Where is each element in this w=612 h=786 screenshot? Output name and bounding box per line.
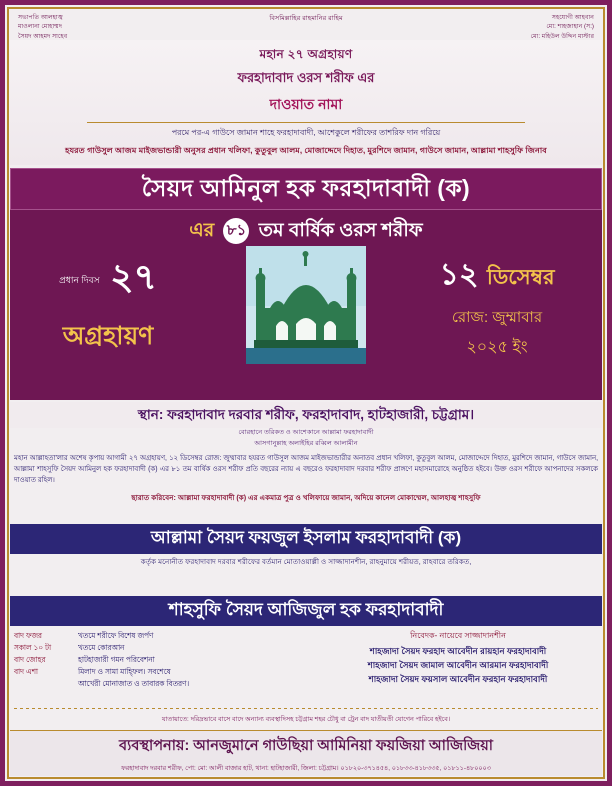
header-line-2: ফরহাদাবাদ ওরস শরীফ এর <box>237 70 375 85</box>
primary-day-number: ২৭ <box>110 256 157 297</box>
schedule-time: সকাল ১০ টা <box>14 643 52 653</box>
weekday-label: রোজ: জুম্মাবার <box>451 309 543 326</box>
gregorian-date-line <box>402 250 592 301</box>
hosts-title: নিবেদক- নায়েবে সাজ্জাদানশীন <box>410 631 506 640</box>
contact-line: ফরহাদাবাদ দরবার শরীফ, পো: মো: আলী বাজার হাট, থানা: হাটহাজারী, জিলা: চট্টগ্রাম। ০১৮২০-৩৭১৪৫৪, ০১৮৩৩-৪১৮৩৩৫, ০১৮১১-৪৮০০০৩ <box>121 765 491 772</box>
header-line-1: মহান ২৭ অগ্রহায়ণ <box>259 47 353 61</box>
hosts-list <box>318 630 598 712</box>
header-divider <box>87 122 525 123</box>
urs-prefix: এর <box>189 220 215 241</box>
details-columns <box>14 630 598 712</box>
schedule-activity: খতমে শরীফে বিশেষ জর্পণ <box>78 631 154 640</box>
mosque-illustration <box>246 246 366 364</box>
schedule-activity: হাটহাজারী গমন পরিবেশনা <box>78 655 155 665</box>
top-right-line-1: সহযোগী আহবান <box>551 14 594 21</box>
schedule-row <box>14 630 289 642</box>
header-invitation-title: দাওয়াত নামা <box>269 96 343 112</box>
notice-divider <box>14 708 598 709</box>
schedule-time: বাদ ফজর <box>14 631 42 640</box>
schedule-time: বাদ জোহর <box>14 655 46 665</box>
urs-suffix: তম বার্ষিক ওরস শরীফ <box>258 220 423 241</box>
current-custodian-band: শাহসুফি সৈয়দ আজিজুল হক ফরহাদাবাদী <box>10 596 602 626</box>
host-name: শাহজাদা সৈয়দ ফরহাদ আবেদীন রায়হান ফরহাদাবাদী <box>369 646 547 656</box>
saint-name-band: সৈয়দ আমিনুল হক ফরহাদাবাদী (ক) <box>10 168 602 210</box>
body-footer-line: ছারাত করিবেন: আল্লামা ফরহাদাবাদী (ক) এর একমাত্র পুত্র ও খলিফায়ে জামান, অদিয়ে কানেল মোকাম্মেল, আলহাজ্ব শাহসুফি <box>131 492 481 502</box>
schedule-row <box>14 642 289 654</box>
primary-day-block <box>18 250 198 359</box>
footer-block <box>10 730 602 776</box>
header-block <box>10 40 602 165</box>
schedule-row <box>14 678 289 690</box>
schedule-activity: খতমে কোরআন <box>78 643 125 653</box>
top-right-line-2: মো: শাহজাহান (স:) <box>546 23 594 31</box>
top-left-line-3: সৈয়দ আহমদ সাহেব <box>18 32 68 40</box>
schedule-list <box>14 630 289 712</box>
year-label: ২০২৫ ইং <box>466 339 528 356</box>
header-subtitle-2: হযরত গাউসুল আজম মাইজভান্ডারী অনুসর প্রধান খলিফা, কুতুবুল আলম, মোজাদ্দেদে দিহাত, মুরশিদে জামান, গাউসে জামান, আল্লামা শাহসুফি জিনাব <box>65 146 547 155</box>
bismillah-line: বিসমিল্লাহির রাহমানির রাহিম <box>269 15 343 22</box>
schedule-row <box>14 666 289 678</box>
body-block <box>14 428 598 520</box>
schedule-activity: আখেরী মোনাজাত ও তাবারক বিতরণ। <box>78 679 190 689</box>
schedule-activity: মিলাদ ও সামা মাহ্ফিল। সবশেষে <box>78 667 171 677</box>
primary-day-month: অগ্রহায়ণ <box>62 322 154 350</box>
body-paragraph: মহান আল্লাহতা'লার অশেষ কৃপায় আগামী ২৭ অগ্রহায়ণ, ১২ ডিসেম্বর রোজ: জুম্মাবার হযরত গাউসুল আজম মাইজভান্ডারীর অনাতব প্রধান খলিফা, কুতুবুল আলম, মোজাদ্দেদে দিহাত, মুরশিদে জামান, গাউসে জামান, আল্লামা শাহসুফি সৈয়দ আমিনুল হক ফরহাদাবাদী (ক) এর ৮১ তম বার্ষিক ওরস শরীফ প্রতি বছরের ন্যায় এ বছরেও ফরহাদাবাদ দরবার শরীফ প্রাঙ্গণে মহাসমারোহে অনুষ্ঠিত হইবে। উক্ত ওরস শরীফে আপনাদের সকলকে দাওয়াত রহিল। <box>14 455 598 485</box>
gregorian-date-block <box>402 250 592 361</box>
host-name: শাহজাদা সৈয়দ ফয়সাল আবেদীন ফরহান ফরহাদাবাদী <box>368 673 548 684</box>
urs-headline <box>10 216 602 248</box>
body-line-2: আসগানুল্লাহ অলাইহির রব্বিল আলামীন <box>254 439 358 447</box>
venue-line: স্থান: ফরহাদাবাদ দরবার শরীফ, ফরহাদাবাদ, হাটহাজারী, চট্টগ্রাম। <box>10 402 602 428</box>
top-right-line-3: মো: মহিউল উদ্দিন মাস্টার <box>530 32 594 40</box>
primary-day-label: প্রধান দিবস <box>59 274 100 285</box>
schedule-time: বাদ এশা <box>14 667 39 677</box>
travel-notice: যাতায়াতে: দরিদ্রভাবে বাসে বাদে অন্যান্য ব্যবস্থাদিসহ চট্টগ্রাম শহর চৌধু বা ট্রেন বাদ যাতীয়তী যোগেন পারিবে হইবে। <box>161 716 451 723</box>
top-left-line-1: সভাপতি আলহাজ্ব <box>18 14 63 21</box>
schedule-time <box>14 678 78 690</box>
successor-name-band: আল্লামা সৈয়দ ফয়জুল ইসলাম ফরহাদাবাদী (ক) <box>10 524 602 554</box>
body-line-1: বোরহানে তরিকত ও আশেকানে আল্লামা ফরহাদাবাদী <box>238 429 374 436</box>
header-subtitle-1: পরমে পর-এ গাউসে জামান শাহে ফরহাদাবাদী, আশেকুলে শরীফের তাশরিফ দান গরিয়ে <box>171 128 441 137</box>
urs-edition-badge: ৮১ <box>223 218 249 244</box>
top-left-line-2: মাওলানা মোহাম্মদ <box>18 23 63 31</box>
host-name: শাহজাদা সৈয়দ জামাল আবেদীন আরমান ফরহাদাবাদী <box>367 659 549 670</box>
gregorian-day: ১২ <box>439 258 479 291</box>
organizer-line: ব্যবস্থাপনায়: আনজুমানে গাউছিয়া আমিনিয়া ফয়জিয়া আজিজিয়া <box>119 738 493 754</box>
gregorian-month: ডিসেম্বর <box>486 266 555 289</box>
main-panel <box>10 210 602 400</box>
schedule-row <box>14 654 289 666</box>
band-caption: কর্তৃক মনোনীত ফরহাদাবাদ দরবার শরীফের বর্তমান মোতাওয়াল্লী ও সাজ্জাদানশীন, রাহনুমায়ে শরীয়ত, রাহবারে তরিকত, <box>140 557 472 566</box>
